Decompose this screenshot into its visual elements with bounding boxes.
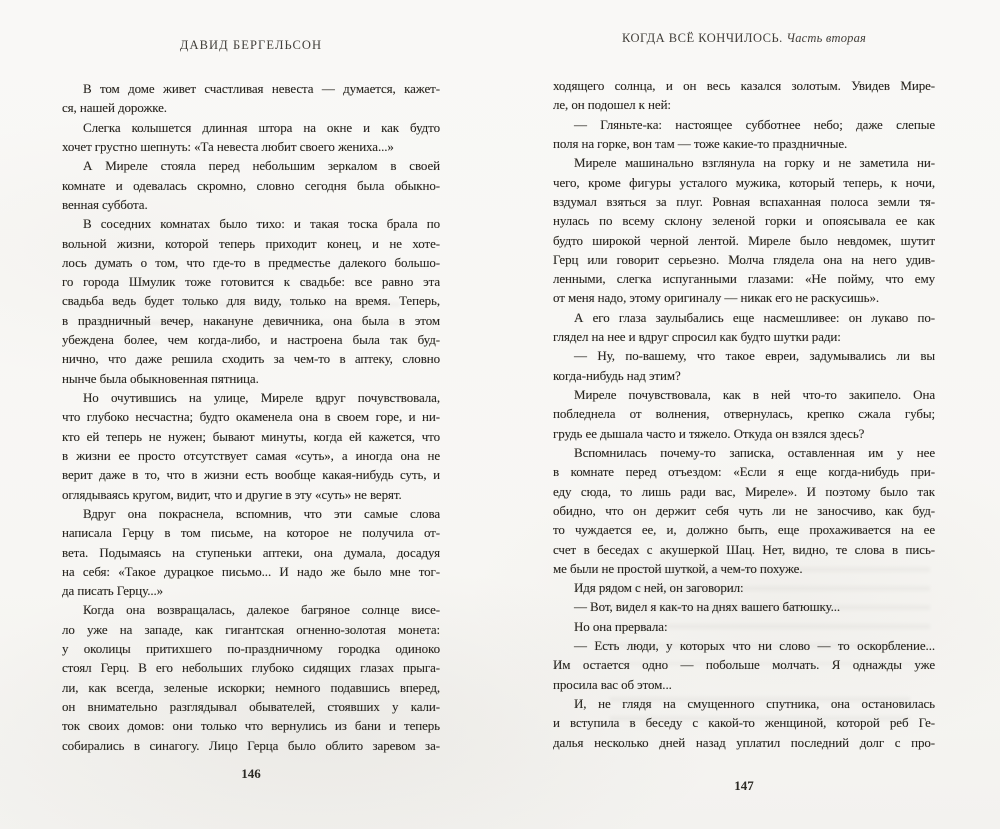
text-line: свадьба ведь будет только для виду, только на время. Теперь,: [62, 293, 440, 309]
right-running-head-title: КОГДА ВСЁ КОНЧИЛОСЬ.: [621, 31, 783, 45]
text-line: вздумал взяться за плуг. Ровная вспаханная полоса земли тя-: [553, 193, 935, 209]
text-line: ле, он подошел к ней:: [553, 97, 671, 113]
text-line: В том доме живет счастливая невеста — думается, кажет-: [83, 81, 440, 96]
text-line: верит даже в то, что в жизни есть вообще какая-нибудь суть, и: [62, 467, 440, 483]
right-running-head-part: Часть вторая: [786, 31, 867, 45]
text-line: Но очутившись на улице, Миреле вдруг почувствовала,: [83, 390, 440, 405]
text-line: далья несколько дней назад уплатил последний долг с про-: [553, 734, 935, 750]
text-line: лось думать о том, что где-то в предместье далекого большо-: [62, 254, 440, 270]
text-line: венная суббота.: [62, 196, 148, 212]
text-line: вольной жизни, которой теперь приходит конец, и не хоте-: [62, 235, 440, 251]
text-line: убеждена более, чем когда-либо, и настроена была так буд-: [62, 332, 440, 348]
text-line: И, не глядя на смущенного спутника, она остановилась: [574, 696, 935, 711]
text-line: нично, что даже решила сходить за чем-то в аптеку, словно: [62, 351, 440, 367]
text-line: — Есть люди, у которых что ни слово — то оскорбление...: [574, 638, 935, 654]
left-page: [62, 0, 440, 829]
text-line: обидно, что он держит себя чуть ли не заносчиво, как буд-: [553, 502, 935, 518]
text-line: ходящего солнца, и он весь казался золотым. Увидев Мире-: [553, 78, 935, 93]
text-line: Когда она возвращалась, далекое багряное солнце висе-: [83, 602, 440, 618]
text-line: побледнела от волнения, отвернулась, крепко сжала губы;: [553, 406, 935, 422]
text-line: В соседних комнатах было тихо: и такая тоска брала по: [83, 216, 440, 232]
right-page-number: 147: [734, 778, 754, 793]
text-line: у околицы притихшего по-праздничному городка одиноко: [62, 641, 440, 657]
text-line: на себя: «Такое дурацкое письмо... И надо же было мне тог-: [62, 563, 440, 579]
text-line: Вдруг она покраснела, вспомнив, что эти самые слова: [83, 505, 440, 521]
text-line: в праздничный вечер, накануне девичника, она была в этом: [62, 312, 440, 328]
text-line: в комнате перед отъездом: «Если я еще когда-нибудь при-: [553, 464, 935, 480]
left-page-number: 146: [241, 766, 261, 781]
text-line: вета. Подымаясь на ступеньки аптеки, она думала, досадуя: [62, 544, 440, 560]
right-page-text: [553, 76, 935, 752]
text-line: Миреле почувствовала, как в ней что-то закипело. Она: [574, 387, 935, 402]
text-line: кто ей теперь не нужен; бывают минуты, когда ей кажется, что: [62, 428, 440, 444]
text-line: ме были не простой шуткой, а чем-то похуже.: [553, 560, 803, 576]
text-line: ло уже на западе, как гигантская огненно-золотая монета:: [62, 621, 440, 637]
text-line: ленными, слегка испуганными глазами: «Не пойму, что ему: [553, 271, 935, 287]
right-page: [553, 0, 935, 829]
text-line: — Вот, видел я как-то на днях вашего батюшку...: [574, 599, 841, 615]
text-line: нынче была обыкновенная пятница.: [62, 370, 259, 386]
text-line: то чуждается ее, и, должно быть, еще прохаживается на ее: [553, 522, 935, 538]
left-page-text: [62, 79, 440, 755]
text-line: ли, как всегда, зеленые искорки; немного подавшись вперед,: [62, 679, 440, 695]
text-line: ток своих домов: они только что вернулись из бани и теперь: [62, 718, 440, 734]
text-line: стоял Герц. В его небольших глубоко сидящих глазах прыга-: [62, 660, 440, 676]
text-line: ся, нашей дорожке.: [62, 100, 167, 116]
text-line: Герц или говорит серьезно. Молча глядела она на него удив-: [553, 251, 935, 267]
text-line: чего, кроме фигуры усталого мужика, который теперь, к ночи,: [553, 174, 935, 190]
text-line: Идя рядом с ней, он заговорил:: [574, 580, 744, 596]
text-line: счет в беседах с акушеркой Шац. Нет, видно, те слова в пись-: [553, 541, 935, 557]
text-line: просила вас об этом...: [553, 676, 672, 692]
text-line: Им остается одно — побольше молчать. Я однажды уже: [553, 657, 935, 673]
text-line: написала Герцу в том письме, на которое не получила от-: [62, 525, 440, 541]
left-running-head: ДАВИД БЕРГЕЛЬСОН: [179, 38, 323, 52]
text-line: го города Шмулик тоже готовится к свадьбе: все равно эта: [62, 274, 440, 290]
text-line: от меня надо, этому оригиналу — никак его не раскусишь».: [553, 290, 880, 306]
text-line: поля на горке, вон там — тоже какие-то праздничные.: [553, 135, 848, 151]
text-line: Слегка колышется длинная штора на окне и как будто: [83, 119, 440, 135]
text-line: да писать Герцу...»: [62, 583, 164, 599]
text-line: — Ну, по-вашему, что такое евреи, задумывались ли вы: [574, 348, 935, 364]
text-line: комнате и одевалась скромно, словно сегодня была обыкно-: [62, 177, 440, 193]
text-line: в жизни ее просто отсутствует самая «суть», а иногда она не: [62, 447, 440, 463]
text-line: когда-нибудь над этим?: [553, 367, 681, 383]
text-line: грудь ее дышала часто и тяжело. Откуда он взялся здесь?: [553, 425, 865, 441]
right-running-head: [553, 31, 935, 46]
text-line: хочет грустно шепнуть: «Та невеста любит своего жениха...»: [62, 138, 394, 154]
text-line: А Миреле стояла перед небольшим зеркалом в своей: [83, 158, 440, 174]
text-line: будто широкой черной лентой. Миреле было невдомек, шутит: [553, 232, 935, 248]
text-line: Миреле машинально взглянула на горку и не заметила ни-: [574, 155, 935, 171]
text-line: что глубоко несчастна; будто окаменела она в своем горе, и ни-: [62, 409, 440, 425]
text-line: он внимательно разглядывал обывателей, стоявших у кали-: [62, 699, 440, 714]
text-line: еду сюда, то лишь ради вас, Миреле». И поэтому было так: [553, 483, 935, 499]
text-line: — Гляньте-ка: настоящее субботнее небо; даже слепые: [574, 116, 935, 132]
text-line: Но она прервала:: [574, 618, 668, 634]
text-line: А его глаза заулыбались еще насмешливее: он лукаво по-: [574, 309, 935, 325]
text-line: и вступила в беседу с какой-то женщиной, которой реб Ге-: [553, 715, 935, 731]
text-line: нулась по всему склону зеленой горки и опоясывала ее как: [553, 213, 935, 229]
text-line: оглядываясь кругом, видит, что и другие в эту «суть» не верят.: [62, 486, 402, 502]
text-line: глядел на нее и вдруг спросил как будто шутки ради:: [553, 329, 841, 345]
text-line: собирались в синагогу. Лицо Герца было облито заревом за-: [62, 737, 440, 753]
text-line: Вспомнилась почему-то записка, оставленная им у нее: [574, 444, 935, 460]
